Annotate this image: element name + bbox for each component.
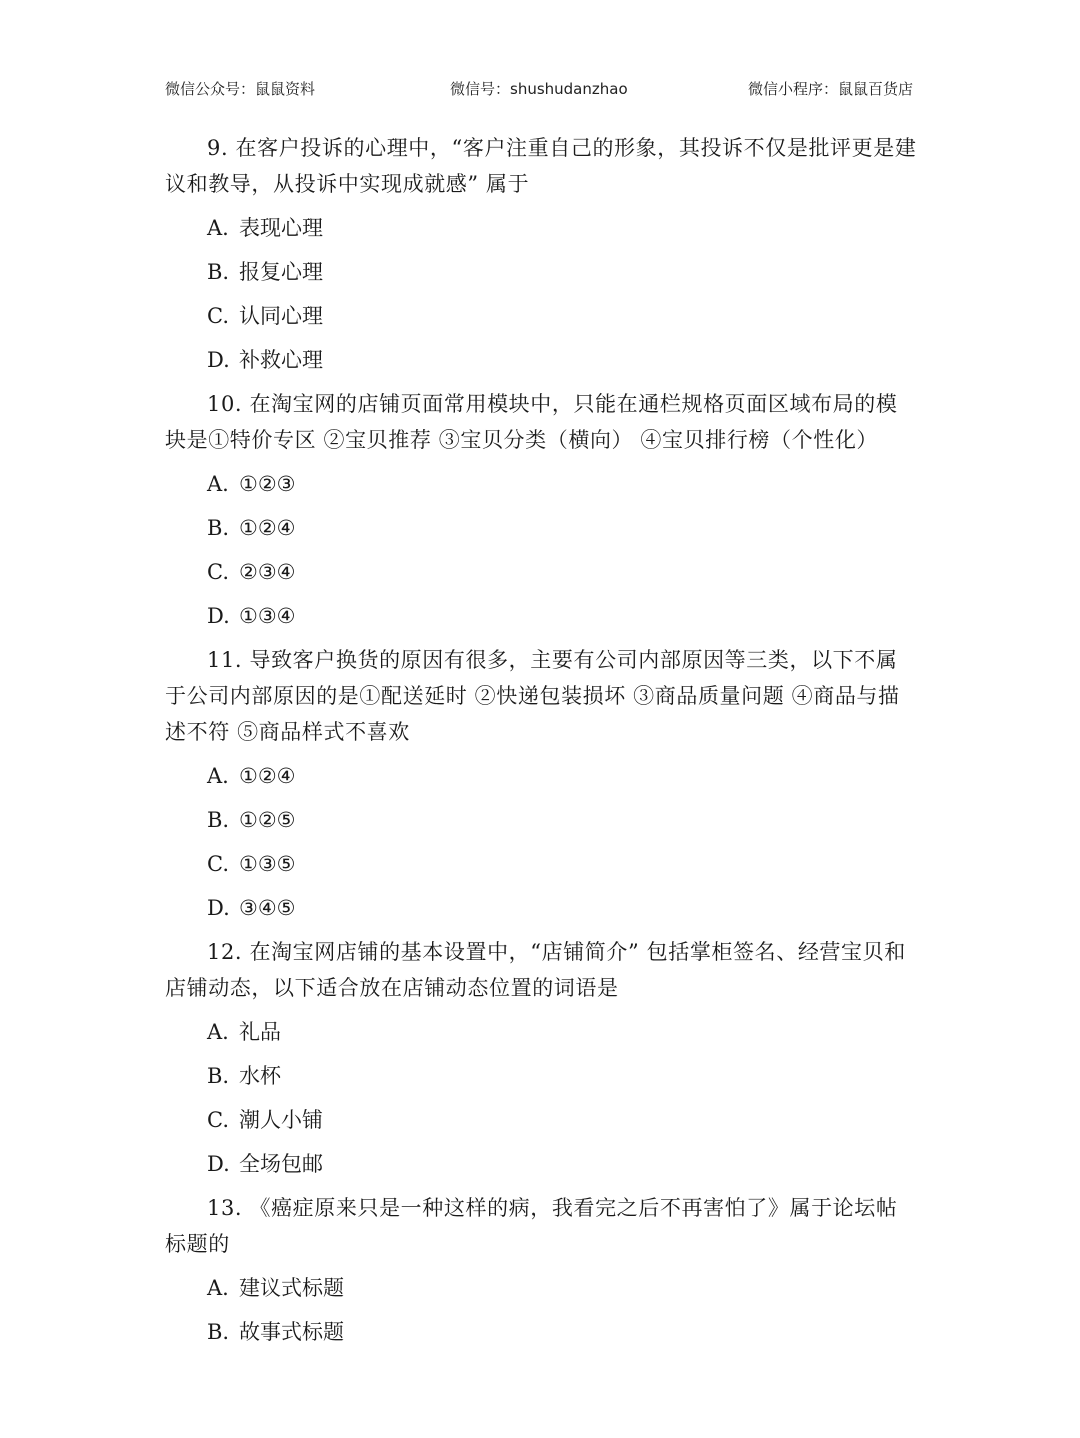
option-text: ①②④ xyxy=(239,764,296,788)
option-letter: C. xyxy=(207,560,229,584)
header-wechat-account: 微信公众号：鼠鼠资料 xyxy=(165,80,316,98)
option-text: ①③⑤ xyxy=(239,852,296,876)
question-stem: 12. 在淘宝网店铺的基本设置中，“店铺简介” 包括掌柜签名、经营宝贝和店铺动态，以下适合放在店铺动态位置的词语是 xyxy=(165,940,906,1000)
option-d[interactable] xyxy=(165,890,917,926)
option-text: ①③④ xyxy=(239,604,296,628)
question-stem: 13. 《癌症原来只是一种这样的病，我看完之后不再害怕了》属于论坛帖标题的 xyxy=(165,1196,898,1256)
option-a[interactable] xyxy=(165,466,917,502)
question-stem: 10. 在淘宝网的店铺页面常用模块中，只能在通栏规格页面区域布局的模块是①特价专区 ②宝贝推荐 ③宝贝分类（横向） ④宝贝排行榜（个性化） xyxy=(165,392,898,452)
header-wechat-id: 微信号：shushudanzhao xyxy=(450,80,628,98)
option-a[interactable] xyxy=(165,758,917,794)
option-text: ③④⑤ xyxy=(239,896,296,920)
option-b[interactable] xyxy=(165,1058,917,1094)
option-b[interactable] xyxy=(165,510,917,546)
question-list xyxy=(165,128,917,1350)
option-a[interactable] xyxy=(165,210,917,246)
option-letter: A. xyxy=(207,472,229,496)
option-letter: B. xyxy=(207,1320,230,1344)
option-text: 潮人小铺 xyxy=(239,1108,323,1132)
option-text: ①②⑤ xyxy=(239,808,296,832)
question-13 xyxy=(165,1190,917,1350)
option-letter: B. xyxy=(207,260,230,284)
option-letter: D. xyxy=(207,1152,230,1176)
option-letter: D. xyxy=(207,348,230,372)
page-header xyxy=(165,78,913,102)
option-a[interactable] xyxy=(165,1014,917,1050)
option-text: 全场包邮 xyxy=(239,1152,323,1176)
option-text: ②③④ xyxy=(239,560,296,584)
question-9 xyxy=(165,130,917,378)
option-c[interactable] xyxy=(165,554,917,590)
option-d[interactable] xyxy=(165,1146,917,1182)
option-text: ①②④ xyxy=(239,516,296,540)
header-mini-program: 微信小程序：鼠鼠百货店 xyxy=(747,80,913,98)
option-b[interactable] xyxy=(165,802,917,838)
option-letter: B. xyxy=(207,808,230,832)
option-letter: A. xyxy=(207,1276,229,1300)
option-letter: C. xyxy=(207,304,229,328)
option-letter: A. xyxy=(207,764,229,788)
option-text: 报复心理 xyxy=(239,260,323,284)
option-text: 表现心理 xyxy=(239,216,323,240)
option-letter: D. xyxy=(207,896,230,920)
option-letter: B. xyxy=(207,516,230,540)
option-c[interactable] xyxy=(165,298,917,334)
option-letter: D. xyxy=(207,604,230,628)
option-a[interactable] xyxy=(165,1270,917,1306)
option-d[interactable] xyxy=(165,598,917,634)
option-letter: A. xyxy=(207,216,229,240)
option-letter: C. xyxy=(207,852,229,876)
question-12 xyxy=(165,934,917,1182)
option-text: 故事式标题 xyxy=(239,1320,344,1344)
option-c[interactable] xyxy=(165,846,917,882)
option-letter: C. xyxy=(207,1108,229,1132)
option-b[interactable] xyxy=(165,1314,917,1350)
option-b[interactable] xyxy=(165,254,917,290)
option-c[interactable] xyxy=(165,1102,917,1138)
question-stem: 11. 导致客户换货的原因有很多，主要有公司内部原因等三类，以下不属于公司内部原因的是①配送延时 ②快递包装损坏 ③商品质量问题 ④商品与描述不符 ⑤商品样式不喜欢 xyxy=(165,648,900,744)
option-text: 礼品 xyxy=(239,1020,281,1044)
option-text: 水杯 xyxy=(239,1064,281,1088)
question-stem: 9. 在客户投诉的心理中，“客户注重自己的形象，其投诉不仅是批评更是建议和教导，从投诉中实现成就感” 属于 xyxy=(165,136,917,196)
option-text: 认同心理 xyxy=(239,304,323,328)
option-letter: A. xyxy=(207,1020,229,1044)
option-text: ①②③ xyxy=(239,472,296,496)
option-text: 建议式标题 xyxy=(239,1276,344,1300)
option-text: 补救心理 xyxy=(239,348,323,372)
option-letter: B. xyxy=(207,1064,230,1088)
option-d[interactable] xyxy=(165,342,917,378)
question-10 xyxy=(165,386,917,634)
question-11 xyxy=(165,642,917,926)
